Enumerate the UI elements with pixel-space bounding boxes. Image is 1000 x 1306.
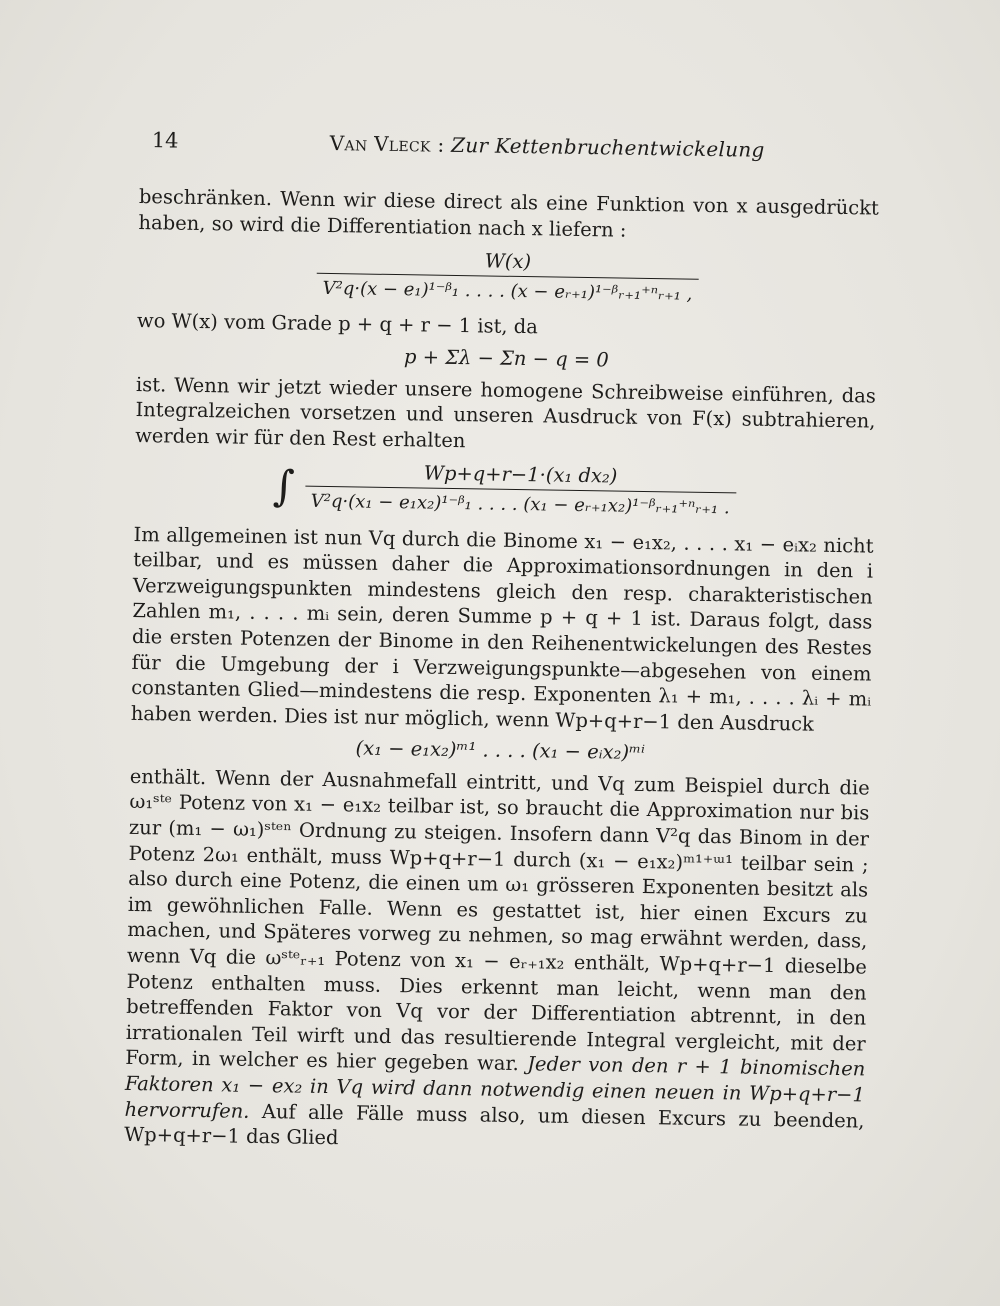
equation-1 (137, 243, 878, 310)
equation-4 (130, 732, 870, 769)
paragraph-5-tail: Auf alle Fälle muss also, um diesen Excurs zu beenden, Wp+q+r−1 das Glied (124, 1099, 865, 1150)
article-title: Zur Kettenbruchentwickelung (450, 132, 765, 162)
fraction-1-denominator: V²q·(x − e₁)¹⁻ᵝ₁ . . . . (x − eᵣ₊₁)¹⁻ᵝᵣ₊₁⁺ⁿᵣ₊₁ , (316, 273, 698, 308)
title-separator: : (430, 132, 452, 157)
fraction-1-numerator: W(x) (484, 249, 532, 274)
equation-2 (136, 340, 876, 377)
paragraph-4: Im allgemeinen ist nun Vq durch die Binome x₁ − e₁x₂, . . . . x₁ − eᵢx₂ nicht teilbar, und es müssen daher die Approximationsordnungen in den i Verzweigungspunkten mindestens gleich den resp. charakteristischen Zahlen m₁, . . . . mᵢ sein, deren Summe p + q + 1 ist. Daraus folgt, dass die ersten Potenzen der Binome in den Reihenentwickelungen des Restes für die Umgebung der i Verzweigungspunkte—abgesehen von einem constanten Glied—mindestens die resp. Exponenten λ₁ + m₁, . . . . λᵢ + mᵢ haben werden. Dies ist nur möglich, wenn Wp+q+r−1 den Ausdruck (130, 522, 874, 736)
paragraph-2: wo W(x) vom Grade p + q + r − 1 ist, da (136, 309, 539, 339)
running-header (139, 128, 879, 176)
fraction-3-denominator: V²q·(x₁ − e₁x₂)¹⁻ᵝ₁ . . . . (x₁ − eᵣ₊₁x₂)¹⁻ᵝᵣ₊₁⁺ⁿᵣ₊₁ . (305, 486, 736, 521)
equation-3 (134, 456, 875, 523)
running-title (330, 131, 765, 163)
page-number: 14 (151, 128, 179, 153)
fraction-1 (316, 246, 699, 307)
fraction-3 (305, 459, 737, 521)
paragraph-5-italic-statement: Jeder von den r + 1 binomischen Faktoren x₁ − ex₂ in Vq wird dann notwendig einen neuen in Wp+q+r−1 hervorrufen. (124, 1052, 866, 1123)
equation-4-text: (x₁ − e₁x₂)ᵐ¹ . . . . (x₁ − eᵢx₂)ᵐⁱ (355, 736, 646, 765)
equation-2-text: p + Σλ − Σn − q = 0 (403, 345, 610, 372)
integral-sign: ∫ (272, 461, 296, 511)
paragraph-5 (124, 764, 870, 1159)
paragraph-1: beschränken. Wenn wir diese direct als eine Funktion von x ausgedrückt haben, so wird die Differentiation nach x liefern : (138, 184, 880, 242)
paragraph-5-main: enthält. Wenn der Ausnahmefall eintritt, und Vq zum Beispiel durch die ω₁ˢᵗᵉ Potenz von x₁ − e₁x₂ teilbar ist, so braucht die Approximation nur bis zur (m₁ − ω₁)ˢᵗᵉⁿ Ordnung zu steigen. Insofern dann V²q das Binom in der Potenz 2ω₁ enthält, muss Wp+q+r−1 durch (x₁ − e₁x₂)ᵐ¹⁺ᵚ¹ teilbar sein ; also durch eine Potenz, die einen um ω₁ grösseren Exponenten besitzt als im gewöhnlichen Falle. Wenn es gestattet ist, hier einen Excurs zu machen, und Späteres vorweg zu nehmen, so mag erwähnt werden, dass, wenn Vq die ωˢᵗᵉᵣ₊₁ Potenz von x₁ − eᵣ₊₁x₂ enthält, Wp+q+r−1 dieselbe Potenz enthalten muss. Dies erkennt man leicht, wenn man den betreffenden Faktor von Vq vor der Differentiation abtrennt, in den irrationalen Teil wirft und das resultierende Integral vergleicht, mit der Form, in welcher es hier gegeben war. (125, 764, 870, 1076)
author-name: Van Vleck (329, 130, 431, 157)
fraction-3-numerator: Wp+q+r−1·(x₁ dx₂) (423, 461, 618, 488)
page-content (124, 128, 880, 1159)
paragraph-3: ist. Wenn wir jetzt wieder unsere homogene Schreibweise einführen, das Integralzeichen vorsetzen und unseren Ausdruck von F(x) subtrahieren, werden wir für den Rest erhalten (134, 372, 877, 452)
